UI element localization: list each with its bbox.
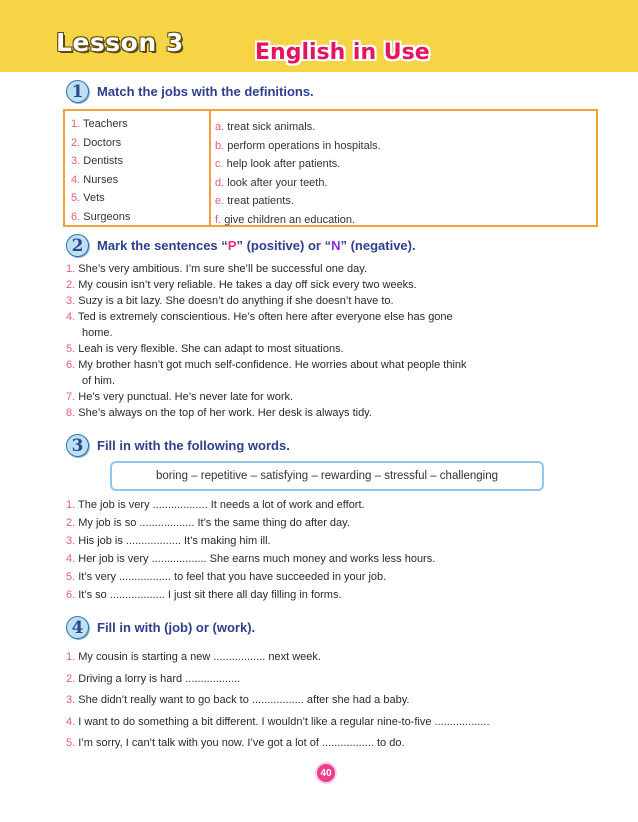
item-text: give children an education. [224,213,356,226]
item-text: She’s very ambitious. I’m sure she’ll be successful one day. [78,263,368,275]
definition-row [215,211,381,230]
title-part: ” (negative). [340,238,416,253]
item-index: f. [215,213,222,226]
item-index: 6. [66,589,76,601]
item-continuation: of him. [82,375,116,387]
list-item [66,341,467,357]
item-index: 4. [71,173,81,186]
list-item [66,293,467,309]
list-item [66,277,467,293]
job-row [71,171,130,190]
item-text: Teachers [83,118,128,130]
item-index: 2. [66,279,76,291]
list-item [66,309,467,325]
list-item [66,357,467,373]
item-index: 1. [66,651,76,663]
item-index: 2. [71,136,81,149]
item-index: 1. [66,263,76,275]
item-text: She didn’t really want to go back to ................. after she had a baby. [78,694,410,706]
list-item [66,692,490,708]
item-index: c. [215,158,224,170]
item-index: b. [215,139,225,152]
item-index: 4. [66,715,76,728]
item-index: 7. [66,391,76,403]
exercise-2-sentences [66,261,467,421]
item-text: Doctors [83,136,122,149]
list-item [66,714,490,730]
item-text: My job is so .................. It’s the same thing do after day. [78,517,350,529]
item-text: I’m sorry, I can’t talk with you now. I’ve got a lot of ................. to do. [78,737,405,749]
item-index: 2. [66,517,76,529]
item-index: 1. [71,118,81,130]
exercise-title: Match the jobs with the definitions. [97,84,314,99]
item-index: 5. [71,192,81,204]
list-item [66,515,435,531]
list-item [66,735,490,751]
exercise-title: Fill in with (job) or (work). [97,620,256,635]
item-text: perform operations in hospitals. [227,139,381,152]
word-bank: boring – repetitive – satisfying – rewarding – stressful – challenging [110,461,544,491]
item-index: 3. [66,535,76,547]
exercise-3-heading [66,434,290,457]
list-item [66,389,467,405]
item-text: Vets [83,192,105,204]
item-text: Ted is extremely conscientious. He’s often here after everyone else has gone [78,311,453,323]
item-index: 8. [66,407,76,419]
jobs-column [71,115,130,226]
item-text: treat sick animals. [227,121,316,133]
item-text: Leah is very flexible. She can adapt to most situations. [78,343,344,355]
exercise-title [97,238,416,253]
item-text: Suzy is a bit lazy. She doesn’t do anything if she doesn’t have to. [78,295,394,307]
item-index: 4. [66,553,76,565]
item-text: My brother hasn’t got much self-confidence. He worries about what people think [78,359,467,371]
definition-row [215,192,381,211]
item-text: It’s very ................. to feel that you have succeeded in your job. [78,571,387,583]
list-item [66,671,490,687]
item-text: His job is .................. It’s making him ill. [78,535,271,547]
positive-letter: P [227,238,237,253]
definition-row [215,137,381,156]
exercise-4-heading [66,616,255,639]
item-text: He’s very punctual. He’s never late for work. [78,391,294,403]
item-index: 6. [66,359,76,371]
job-row [71,208,130,227]
exercise-number-badge: 4 [66,616,89,639]
job-row [71,134,130,153]
item-index: 4. [66,311,76,323]
item-text: Driving a lorry is hard .................. [78,672,241,685]
list-item [66,405,467,421]
list-item [66,649,490,665]
item-index: 2. [66,672,76,685]
item-index: 5. [66,343,76,355]
table-divider [209,111,211,225]
section-title: English in Use [255,40,430,65]
item-text: My cousin isn’t very reliable. He takes a day off sick every two weeks. [78,279,417,291]
exercise-2-heading [66,234,416,257]
definition-row [215,118,381,137]
item-text: Her job is very .................. She earns much money and works less hours. [78,553,436,565]
item-index: 6. [71,210,81,223]
item-text: Nurses [83,173,119,186]
item-text: treat patients. [227,195,294,207]
item-text: It’s so .................. I just sit there all day filling in forms. [78,589,342,601]
item-index: a. [215,121,225,133]
list-item [66,569,435,585]
exercise-1-heading [66,80,314,103]
item-index: d. [215,176,225,189]
job-row [71,152,130,171]
exercise-number-badge: 3 [66,434,89,457]
item-text: The job is very .................. It needs a lot of work and effort. [78,499,365,511]
item-text: look after your teeth. [227,176,328,189]
item-index: 5. [66,737,76,749]
item-text: help look after patients. [226,158,341,170]
item-text: My cousin is starting a new ................. next week. [78,651,321,663]
item-text: She’s always on the top of her work. Her desk is always tidy. [78,407,372,419]
definitions-column [215,118,381,229]
item-continuation: home. [82,327,113,339]
item-text: I want to do something a bit different. I wouldn’t like a regular nine-to-five .................. [78,715,490,728]
item-text: Dentists [83,155,123,167]
exercise-number-badge: 2 [66,234,89,257]
job-row [71,189,130,208]
list-item [66,587,435,603]
title-part: ” (positive) or “ [236,238,332,253]
item-index: e. [215,195,225,207]
title-part: Mark the sentences “ [97,238,228,253]
item-index: 3. [71,155,81,167]
page-number-badge: 40 [315,762,337,784]
job-row [71,115,130,134]
definition-row [215,174,381,193]
item-index: 3. [66,694,76,706]
item-index: 3. [66,295,76,307]
exercise-title: Fill in with the following words. [97,438,290,453]
match-table [63,109,598,227]
list-item [66,261,467,277]
list-item [66,551,435,567]
definition-row [215,155,381,174]
exercise-3-sentences [66,497,435,605]
item-text: Surgeons [83,210,131,223]
list-item [66,533,435,549]
exercise-number-badge: 1 [66,80,89,103]
exercise-4-sentences [66,649,490,757]
item-index: 5. [66,571,76,583]
lesson-title: Lesson 3 [56,28,184,57]
negative-letter: N [331,238,341,253]
item-index: 1. [66,499,76,511]
list-item [66,497,435,513]
